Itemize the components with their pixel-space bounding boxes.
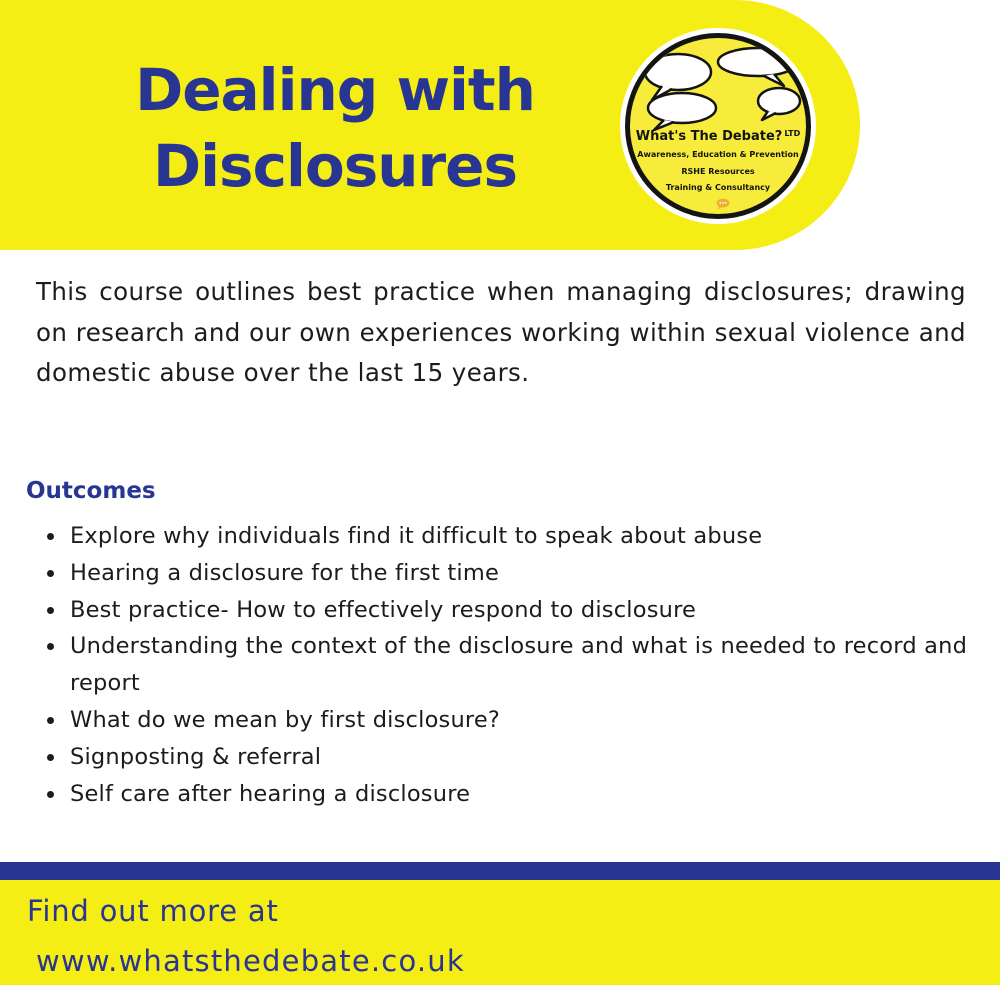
logo-company-name: What's The Debate? $^{LTD}$ <box>635 129 801 144</box>
logo-ltd: LTD <box>784 129 801 138</box>
outcomes-heading: Outcomes <box>26 478 156 504</box>
logo-tagline-2: RSHE Resources <box>681 167 755 176</box>
logo-tagline-3: Training & Consultancy <box>665 183 771 192</box>
logo-tagline-1: Awareness, Education & Prevention <box>637 150 799 159</box>
title-line-2: Disclosures <box>153 132 517 200</box>
outcomes-list <box>46 518 986 812</box>
course-description: This course outlines best practice when managing disclosures; drawing on research and our own experiences working within sexual violence and domestic abuse over the last 15 years. <box>36 277 966 387</box>
outcome-item: What do we mean by first disclosure? <box>46 702 986 739</box>
logo-badge <box>625 33 811 219</box>
company-logo <box>620 28 816 224</box>
title-line-1: Dealing with <box>135 56 535 124</box>
footer-cta: Find out more at <box>27 894 279 928</box>
outcome-item: Explore why individuals find it difficult to speak about abuse <box>46 518 986 555</box>
speech-dots-icon <box>716 198 730 210</box>
speech-bubble-icon <box>752 84 804 122</box>
outcome-item: Understanding the context of the disclosure and what is needed to record and report <box>46 628 986 702</box>
footer-divider <box>0 862 1000 880</box>
outcome-item: Best practice- How to effectively respond to disclosure <box>46 592 986 629</box>
page-title <box>100 52 570 204</box>
speech-bubble-icon <box>712 44 804 88</box>
outcome-item: Self care after hearing a disclosure <box>46 776 986 813</box>
footer-website-link[interactable]: www.whatsthedebate.co.uk <box>36 944 465 978</box>
speech-bubble-icon <box>642 88 722 132</box>
outcome-item: Hearing a disclosure for the first time <box>46 555 986 592</box>
outcome-item: Signposting & referral <box>46 739 986 776</box>
